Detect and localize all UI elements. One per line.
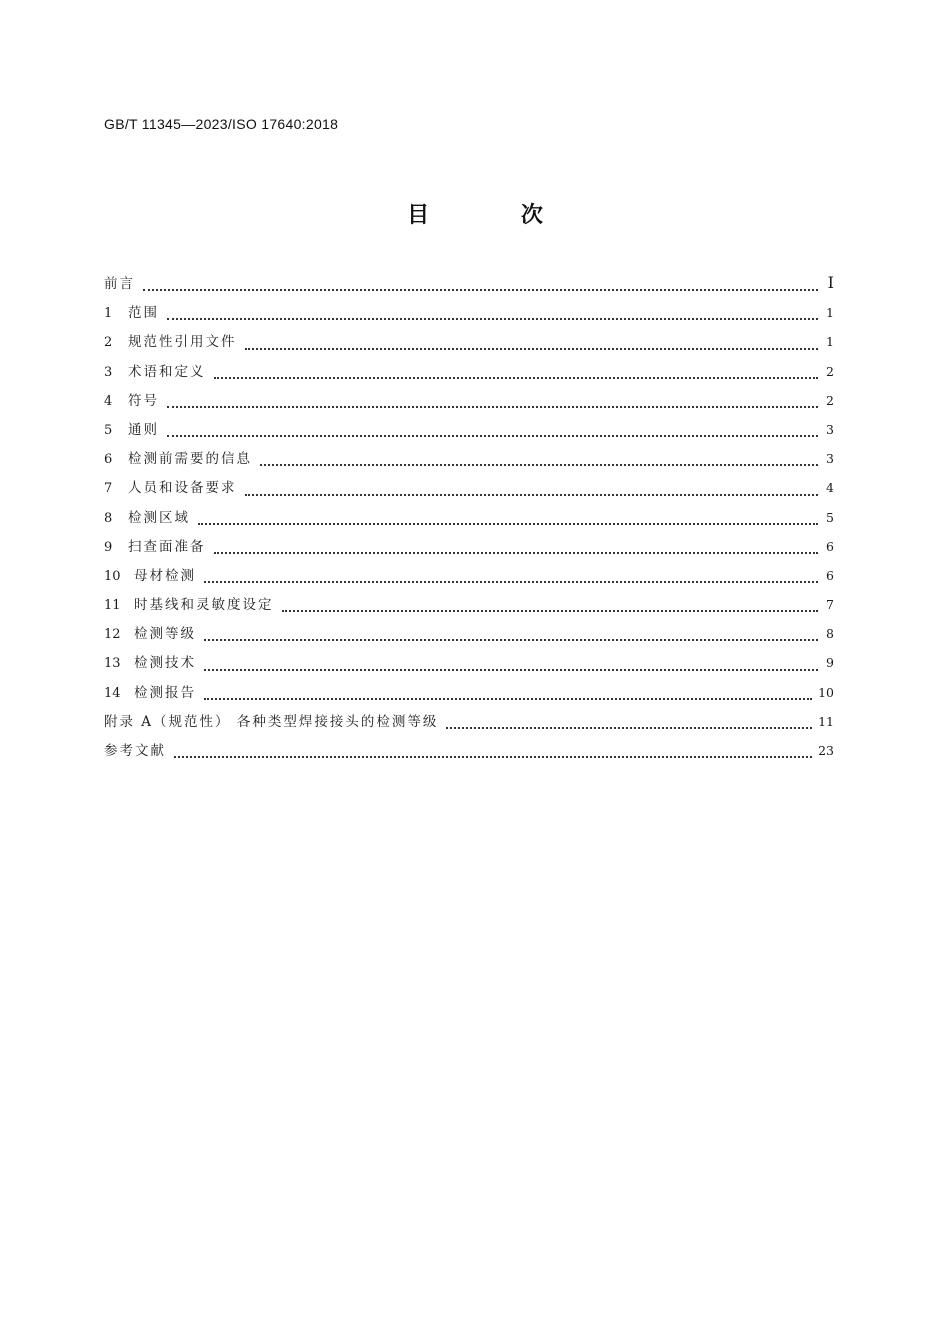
toc-page: 2 <box>826 363 834 379</box>
toc-number: 13 <box>104 656 121 672</box>
toc-entry-11[interactable] <box>104 593 834 622</box>
toc-leader <box>245 494 819 496</box>
toc-leader <box>167 318 818 320</box>
toc-label: 时基线和灵敏度设定 <box>134 597 274 614</box>
toc-page: 6 <box>826 538 834 554</box>
toc-entry-14[interactable] <box>104 681 834 710</box>
toc-leader <box>204 639 818 641</box>
toc-number: 5 <box>104 422 113 438</box>
toc-page: I <box>827 273 834 292</box>
toc-page: 23 <box>818 743 834 758</box>
toc-page: 4 <box>826 480 834 496</box>
toc-entry-5[interactable] <box>104 418 834 447</box>
toc-label: 附录 A（规范性） 各种类型焊接接头的检测等级 <box>104 713 439 730</box>
toc-entry-annex-a[interactable] <box>104 710 834 739</box>
toc-leader <box>204 669 818 671</box>
toc-label: 符号 <box>128 392 159 409</box>
toc-label: 检测技术 <box>134 655 196 672</box>
toc-number: 2 <box>104 335 113 351</box>
toc-number: 8 <box>104 510 113 526</box>
toc-leader <box>260 464 818 466</box>
toc-number: 10 <box>104 568 121 584</box>
toc-label: 检测报告 <box>134 684 196 701</box>
toc-entry-bibliography[interactable] <box>104 739 834 768</box>
toc-leader <box>198 523 818 525</box>
toc-leader <box>214 377 819 379</box>
standard-code: GB/T 11345—2023/ISO 17640:2018 <box>104 116 339 132</box>
toc-page: 9 <box>826 655 834 671</box>
toc-label: 通则 <box>128 421 159 438</box>
toc-number: 3 <box>104 364 113 380</box>
toc-label: 扫查面准备 <box>128 538 206 555</box>
toc-number: 7 <box>104 481 113 497</box>
toc-leader <box>204 581 818 583</box>
toc-label: 范围 <box>128 305 159 322</box>
toc-number: 11 <box>104 598 121 614</box>
toc-label: 检测等级 <box>134 626 196 643</box>
toc-page: 3 <box>826 451 834 467</box>
toc-entry-9[interactable] <box>104 535 834 564</box>
toc-number: 14 <box>104 685 121 701</box>
toc-entry-12[interactable] <box>104 622 834 651</box>
toc-label: 参考文献 <box>104 743 166 759</box>
toc-page: 2 <box>826 392 834 408</box>
toc-label: 母材检测 <box>134 567 196 584</box>
toc-leader <box>167 435 818 437</box>
toc-page: 8 <box>826 626 834 642</box>
table-of-contents <box>104 272 834 768</box>
toc-entry-6[interactable] <box>104 447 834 476</box>
toc-entry-1[interactable] <box>104 301 834 330</box>
toc-entry-7[interactable] <box>104 476 834 505</box>
toc-number: 9 <box>104 539 113 555</box>
toc-entry-2[interactable] <box>104 330 834 359</box>
toc-entry-10[interactable] <box>104 564 834 593</box>
toc-leader <box>282 610 819 612</box>
toc-label: 检测前需要的信息 <box>128 451 252 468</box>
toc-label: 规范性引用文件 <box>128 334 237 351</box>
toc-label: 人员和设备要求 <box>128 480 237 497</box>
toc-number: 1 <box>104 306 113 322</box>
toc-leader <box>214 552 819 554</box>
toc-leader <box>174 756 812 758</box>
toc-page: 1 <box>826 305 834 321</box>
toc-page: 11 <box>818 713 834 729</box>
toc-number: 12 <box>104 627 121 643</box>
toc-page: 5 <box>826 509 834 525</box>
toc-label: 术语和定义 <box>128 363 206 380</box>
toc-page: 10 <box>818 684 834 700</box>
toc-leader <box>167 406 818 408</box>
toc-label: 前言 <box>104 276 135 292</box>
toc-leader <box>204 698 812 700</box>
toc-page: 6 <box>826 567 834 583</box>
toc-page: 3 <box>826 421 834 437</box>
page-title: 目 次 <box>407 203 585 228</box>
toc-entry-4[interactable] <box>104 389 834 418</box>
toc-entry-3[interactable] <box>104 360 834 389</box>
toc-leader <box>446 727 812 729</box>
toc-page: 7 <box>826 597 834 613</box>
toc-entry-8[interactable] <box>104 506 834 535</box>
toc-entry-13[interactable] <box>104 651 834 680</box>
toc-page: 1 <box>826 334 834 350</box>
toc-label: 检测区域 <box>128 509 190 526</box>
toc-leader <box>143 289 818 291</box>
toc-number: 4 <box>104 393 113 409</box>
toc-leader <box>245 348 819 350</box>
toc-number: 6 <box>104 452 113 468</box>
toc-entry-foreword[interactable] <box>104 272 834 301</box>
